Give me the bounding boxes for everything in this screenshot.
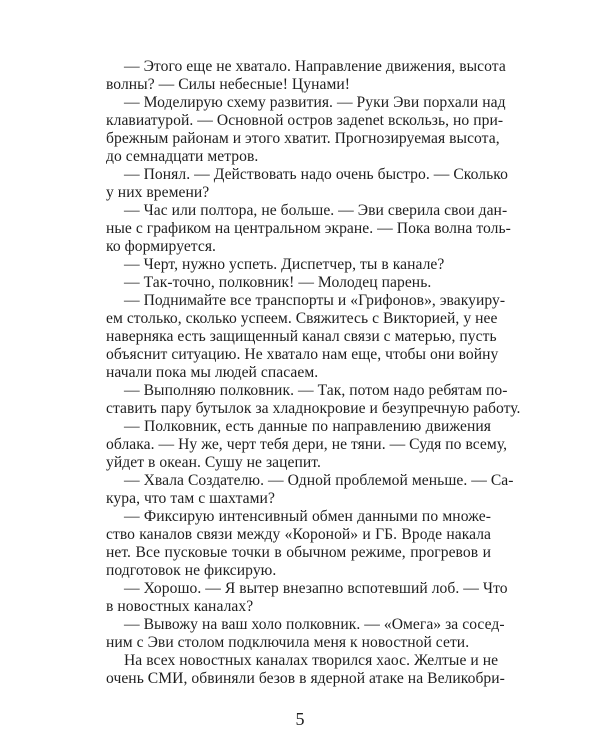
text-line: ем столько, сколько успеем. Свяжитесь с Викторией, у нее [106,310,498,327]
page-number: 5 [295,709,305,729]
text-line: у них времени? [106,184,210,201]
text-line: — Полковник, есть данные по направлению движения [124,418,491,435]
text-line: до семнадцати метров. [106,148,259,165]
text-line: наверняка есть защищенный канал связи с матерью, пусть [106,328,497,345]
text-line: подготовок не фиксирую. [106,562,277,579]
text-line: — Хорошо. — Я вытер внезапно вспотевший лоб. — Что [124,580,508,597]
text-line: ним с Эви столом подключила меня к новостной сети. [106,634,470,651]
text-line: нет. Все пусковые точки в обычном режиме, прогревов и [106,544,491,561]
text-line: — Хвала Создателю. — Одной проблемой меньше. — Са- [124,472,514,489]
text-line: — Выполняю полковник. — Так, потом надо ребятам по- [124,382,508,399]
text-line: волны? — Силы небесные! Цунами! [106,76,351,93]
text-line: объяснит ситуацию. Не хватало нам еще, чтобы они войну [106,346,499,363]
text-line: — Этого еще не хватало. Направление движения, высота [124,58,506,75]
text-line: — Черт, нужно успеть. Диспетчер, ты в канале? [124,256,445,273]
text-line: начали пока мы людей спасаем. [106,364,319,381]
text-line: — Понял. — Действовать надо очень быстро. — Сколько [124,166,508,183]
text-line: На всех новостных каналах творился хаос. Желтые и не [124,652,499,669]
text-line: — Так-точно, полковник! — Молодец парень. [124,274,432,291]
text-line: — Вывожу на ваш холо полковник. — «Омега» за сосед- [124,616,505,633]
text-line: облака. — Ну же, черт тебя дери, не тяни. — Судя по всему, [106,436,508,453]
text-line: ные с графиком на центральном экране. — Пока волна толь- [106,220,511,237]
text-line: ство каналов связи между «Короной» и ГБ. Вроде накала [106,526,491,543]
text-line: в новостных каналах? [106,598,254,615]
text-line: — Час или полтора, не больше. — Эви сверила свои дан- [124,202,508,219]
text-line: уйдет в океан. Сушу не зацепит. [106,454,321,471]
text-line: очень СМИ, обвиняли безов в ядерной атаке на Великобри- [106,670,505,687]
text-line: ко формируется. [106,238,217,255]
text-line: — Фиксирую интенсивный обмен данными по множе- [124,508,491,525]
text-line: кура, что там с шахтами? [106,490,275,507]
text-line: брежным районам и этого хватит. Прогнозируемая высота, [106,130,500,147]
text-line: — Поднимайте все транспорты и «Грифонов», эвакуиру- [124,292,506,309]
text-line: — Моделирую схему развития. — Руки Эви порхали над [124,94,506,111]
text-line: клавиатурой. — Основной остров задenet вскользь, но при- [106,112,504,129]
text-line: ставить пару бутылок за хладнокровие и безупречную работу. [106,400,521,417]
